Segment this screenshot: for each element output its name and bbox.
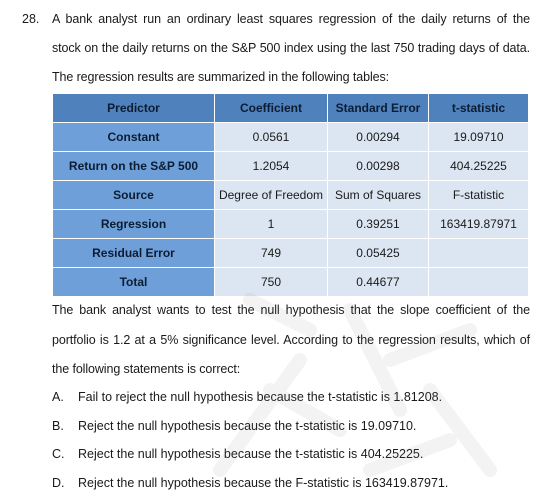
cell-empty	[429, 268, 529, 297]
row-label-regression: Regression	[53, 210, 215, 239]
cell-value: 0.39251	[328, 210, 429, 239]
option-c-text: Reject the null hypothesis because the t-statistic is 404.25225.	[78, 447, 424, 461]
row-label-constant: Constant	[53, 123, 215, 152]
option-d-key: D.	[52, 476, 65, 490]
question-line-1: A bank analyst run an ordinary least squares regression of the daily returns of the	[52, 12, 530, 26]
cell-value: 0.00298	[328, 152, 429, 181]
cell-value: 0.05425	[328, 239, 429, 268]
row-label-sp500: Return on the S&P 500	[53, 152, 215, 181]
table-row	[53, 152, 529, 181]
option-c-key: C.	[52, 447, 65, 461]
cell-value: 0.44677	[328, 268, 429, 297]
header-f-statistic: F-statistic	[429, 181, 529, 210]
cell-value: 1	[215, 210, 328, 239]
row-label-total: Total	[53, 268, 215, 297]
header-sum-of-squares: Sum of Squares	[328, 181, 429, 210]
option-a-text: Fail to reject the null hypothesis because the t-statistic is 1.81208.	[78, 390, 443, 404]
cell-value: 163419.87971	[429, 210, 529, 239]
option-b-text: Reject the null hypothesis because the t-statistic is 19.09710.	[78, 419, 417, 433]
table-row	[53, 210, 529, 239]
header-source: Source	[53, 181, 215, 210]
header-coefficient: Coefficient	[215, 94, 328, 123]
row-label-residual-error: Residual Error	[53, 239, 215, 268]
option-d-text: Reject the null hypothesis because the F-statistic is 163419.87971.	[78, 476, 449, 490]
cell-value: 0.00294	[328, 123, 429, 152]
anova-header-row	[53, 181, 529, 210]
header-standard-error: Standard Error	[328, 94, 429, 123]
question-number: 28.	[22, 12, 40, 26]
cell-value: 749	[215, 239, 328, 268]
question-line-3: The regression results are summarized in the following tables:	[52, 70, 390, 84]
header-t-statistic: t-statistic	[429, 94, 529, 123]
regression-table	[52, 93, 529, 297]
table-row	[53, 268, 529, 297]
prompt-line-3: the following statements is correct:	[52, 362, 241, 376]
cell-value: 1.2054	[215, 152, 328, 181]
cell-value: 750	[215, 268, 328, 297]
cell-empty	[429, 239, 529, 268]
header-predictor: Predictor	[53, 94, 215, 123]
coefficient-header-row	[53, 94, 529, 123]
question-line-2: stock on the daily returns on the S&P 500 index using the last 750 trading days of data.	[52, 41, 530, 55]
table-row	[53, 239, 529, 268]
option-b-key: B.	[52, 419, 64, 433]
cell-value: 0.0561	[215, 123, 328, 152]
prompt-line-2: portfolio is 1.2 at a 5% significance level. According to the regression results, which of	[52, 333, 530, 347]
cell-value: 19.09710	[429, 123, 529, 152]
header-degree-of-freedom: Degree of Freedom	[215, 181, 328, 210]
table-row	[53, 123, 529, 152]
cell-value: 404.25225	[429, 152, 529, 181]
prompt-line-1: The bank analyst wants to test the null hypothesis that the slope coefficient of the	[52, 303, 530, 317]
option-a-key: A.	[52, 390, 64, 404]
